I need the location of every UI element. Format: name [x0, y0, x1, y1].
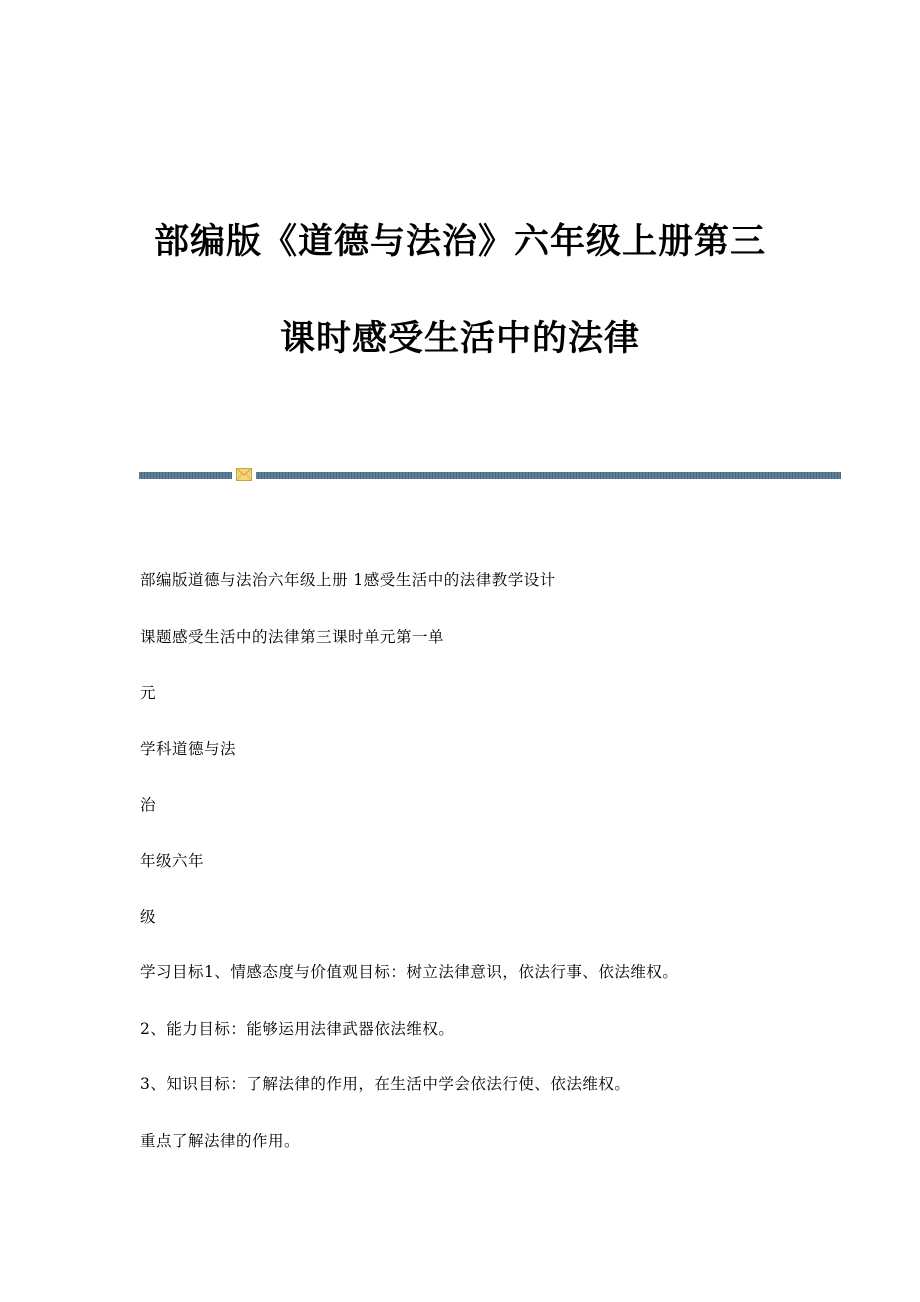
body-line-11: 重点了解法律的作用。	[140, 1132, 301, 1150]
body-line-5: 治	[140, 796, 157, 814]
envelope-icon	[236, 468, 252, 481]
body-line-1: 部编版道德与法治六年级上册 1感受生活中的法律教学设计	[140, 571, 556, 589]
body-line-8: 学习目标1、情感态度与价值观目标：树立法律意识，依法行事、依法维权。	[140, 963, 679, 981]
body-line-10: 3、知识目标：了解法律的作用，在生活中学会依法行使、依法维权。	[140, 1075, 631, 1093]
title-divider	[139, 468, 841, 482]
body-line-6: 年级六年	[140, 852, 205, 870]
body-line-4: 学科道德与法	[140, 740, 237, 758]
divider-bar-right	[256, 472, 841, 479]
document-title-line-1: 部编版《道德与法治》六年级上册第三	[153, 222, 766, 262]
divider-bar-left	[139, 472, 232, 479]
document-title-line-2: 课时感受生活中的法律	[279, 319, 640, 359]
body-line-2: 课题感受生活中的法律第三课时单元第一单	[140, 628, 445, 646]
body-line-3: 元	[140, 684, 157, 702]
body-line-7: 级	[140, 908, 157, 926]
body-line-9: 2、能力目标：能够运用法律武器依法维权。	[140, 1020, 455, 1038]
